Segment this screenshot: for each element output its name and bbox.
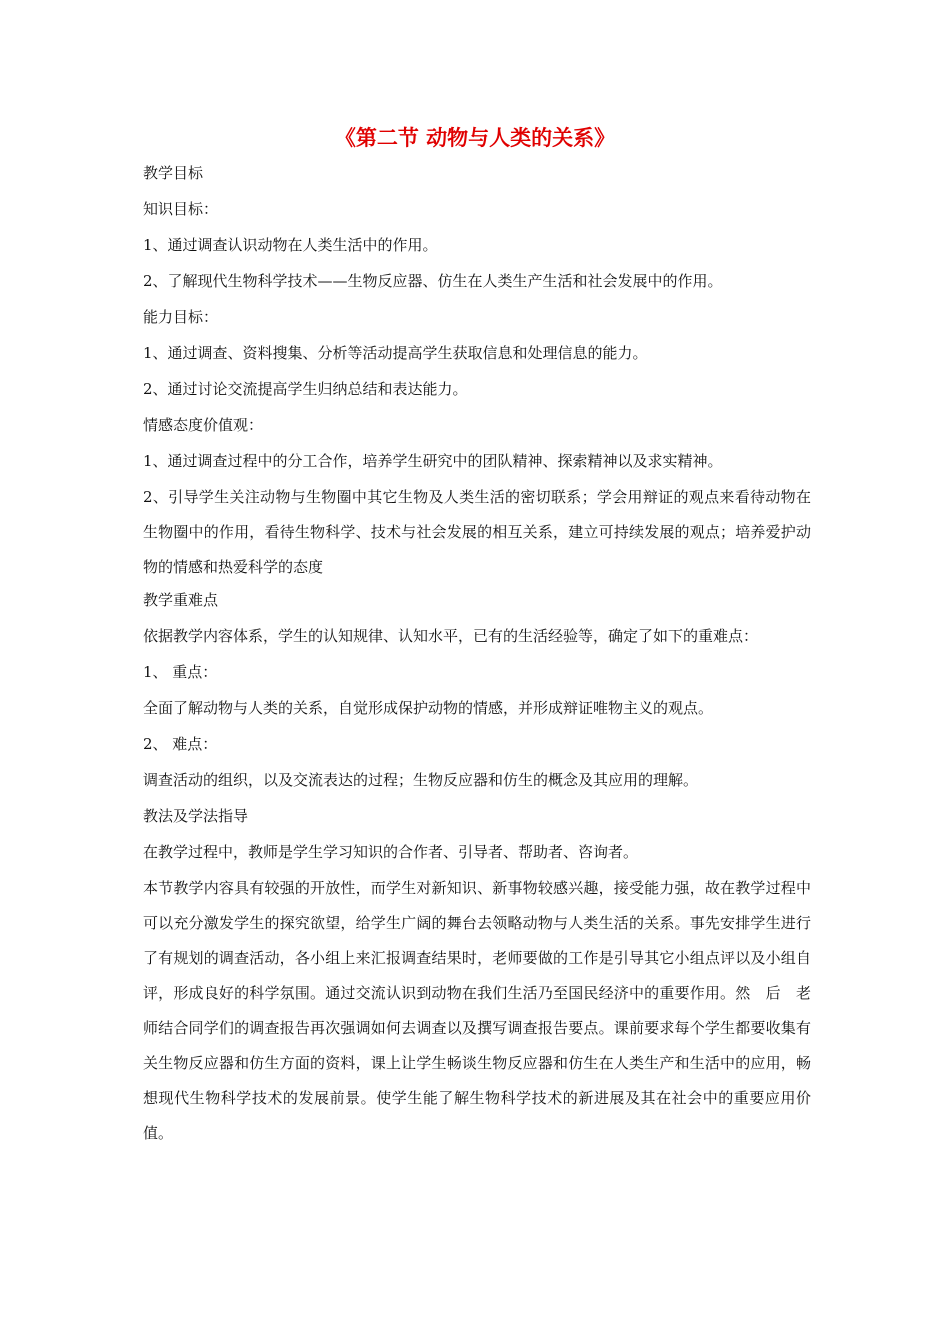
heading-knowledge-goals: 知识目标： [143, 200, 219, 218]
heading-ability-goals: 能力目标： [143, 308, 219, 326]
heading-attitude-goals: 情感态度价值观： [143, 416, 264, 434]
heading-key-difficult-points: 教学重难点 [143, 591, 219, 609]
knowledge-goal-2: 2、了解现代生物科学技术——生物反应器、仿生在人类生产生活和社会发展中的作用。 [143, 272, 723, 290]
ability-goal-2: 2、通过讨论交流提高学生归纳总结和表达能力。 [143, 380, 468, 398]
document-body [143, 162, 811, 1151]
knowledge-goal-1: 1、通过调查认识动物在人类生活中的作用。 [143, 236, 438, 254]
document-title: 《第二节 动物与人类的关系》 [334, 125, 616, 150]
teaching-methods-paragraph: 本节教学内容具有较强的开放性，而学生对新知识、新事物较感兴趣，接受能力强，故在教学过程中可以充分激发学生的探究欲望，给学生广阔的舞台去领略动物与人类生活的关系。事先安排学生进行了有规划的调查活动，各小组上来汇报调查结果时，老师要做的工作是引导其它小组点评以及小组自评，形成良好的科学氛围。通过交流认识到动物在我们生活乃至国民经济中的重要作用。然 后 老师结合同学们的调查报告再次强调如何去调查以及撰写调查报告要点。课前要求每个学生都要收集有关生物反应器和仿生方面的资料，课上让学生畅谈生物反应器和仿生在人类生产和生活中的应用，畅想现代生物科学技术的发展前景。使学生能了解生物科学技术的新进展及其在社会中的重要应用价值。 [143, 879, 811, 1142]
key-point-text: 全面了解动物与人类的关系，自觉形成保护动物的情感，并形成辩证唯物主义的观点。 [143, 699, 714, 717]
heading-difficult-point: 2、 难点： [143, 735, 218, 753]
ability-goal-1: 1、通过调查、资料搜集、分析等活动提高学生获取信息和处理信息的能力。 [143, 344, 648, 362]
teaching-methods-intro: 在教学过程中，教师是学生学习知识的合作者、引导者、帮助者、咨询者。 [143, 843, 639, 861]
key-points-intro: 依据教学内容体系，学生的认知规律、认知水平，已有的生活经验等，确定了如下的重难点： [143, 627, 759, 645]
heading-teaching-goals: 教学目标 [143, 164, 204, 182]
attitude-goal-2: 2、引导学生关注动物与生物圈中其它生物及人类生活的密切联系；学会用辩证的观点来看待动物在生物圈中的作用，看待生物科学、技术与社会发展的相互关系，建立可持续发展的观点；培养爱护动物的情感和热爱科学的态度 [143, 488, 811, 576]
heading-teaching-methods: 教法及学法指导 [143, 807, 249, 825]
heading-key-point: 1、 重点： [143, 663, 218, 681]
attitude-goal-1: 1、通过调查过程中的分工合作，培养学生研究中的团队精神、探索精神以及求实精神。 [143, 452, 723, 470]
difficult-point-text: 调查活动的组织，以及交流表达的过程；生物反应器和仿生的概念及其应用的理解。 [143, 771, 699, 789]
